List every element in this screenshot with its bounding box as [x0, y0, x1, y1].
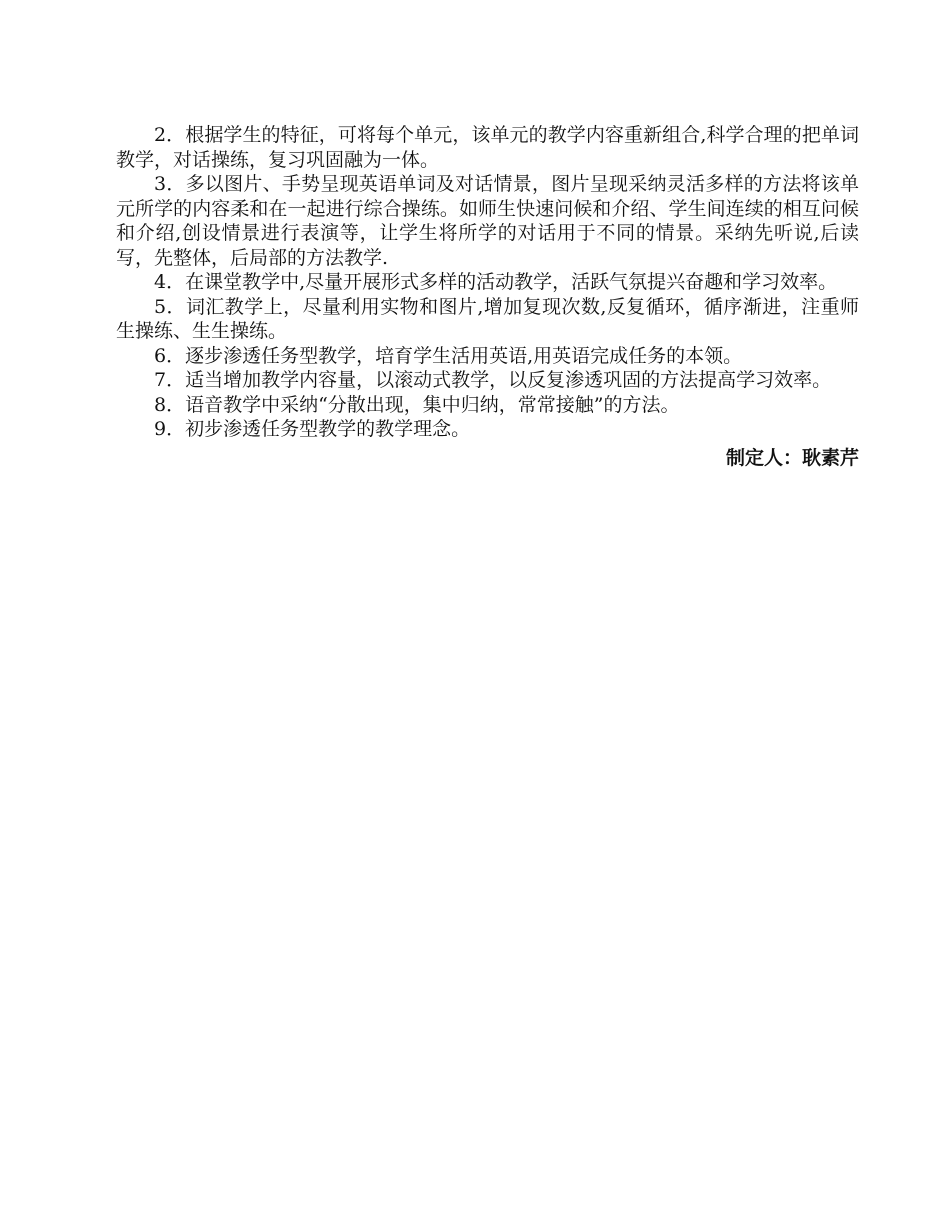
- paragraph-5: 5．词汇教学上，尽量利用实物和图片,增加复现次数,反复循环，循序渐进，注重师生操练、生生操练。: [116, 295, 859, 342]
- paragraph-2: 2．根据学生的特征，可将每个单元，该单元的教学内容重新组合,科学合理的把单词教学，对话操练，复习巩固融为一体。: [116, 124, 859, 171]
- paragraph-3: 3．多以图片、手势呈现英语单词及对话情景，图片呈现采纳灵活多样的方法将该单元所学的内容柔和在一起进行综合操练。如师生快速问候和介绍、学生间连续的相互问候和介绍,创设情景进行表演等，让学生将所学的对话用于不同的情景。采纳先听说,后读写，先整体，后局部的方法教学.: [116, 173, 859, 269]
- paragraph-4: 4．在课堂教学中,尽量开展形式多样的活动教学，活跃气氛提兴奋趣和学习效率。: [154, 271, 838, 293]
- author-signature: 制定人：耿素芹: [725, 446, 859, 469]
- paragraph-7: 7．适当增加教学内容量，以滚动式教学，以反复渗透巩固的方法提高学习效率。: [154, 369, 832, 391]
- paragraph-9: 9．初步渗透任务型教学的教学理念。: [154, 418, 471, 440]
- paragraph-8: 8．语音教学中采纳“分散出现，集中归纳，常常接触”的方法。: [154, 393, 680, 416]
- document-body: [116, 123, 859, 474]
- paragraph-6: 6．逐步渗透任务型教学，培育学生活用英语,用英语完成任务的本领。: [154, 344, 743, 367]
